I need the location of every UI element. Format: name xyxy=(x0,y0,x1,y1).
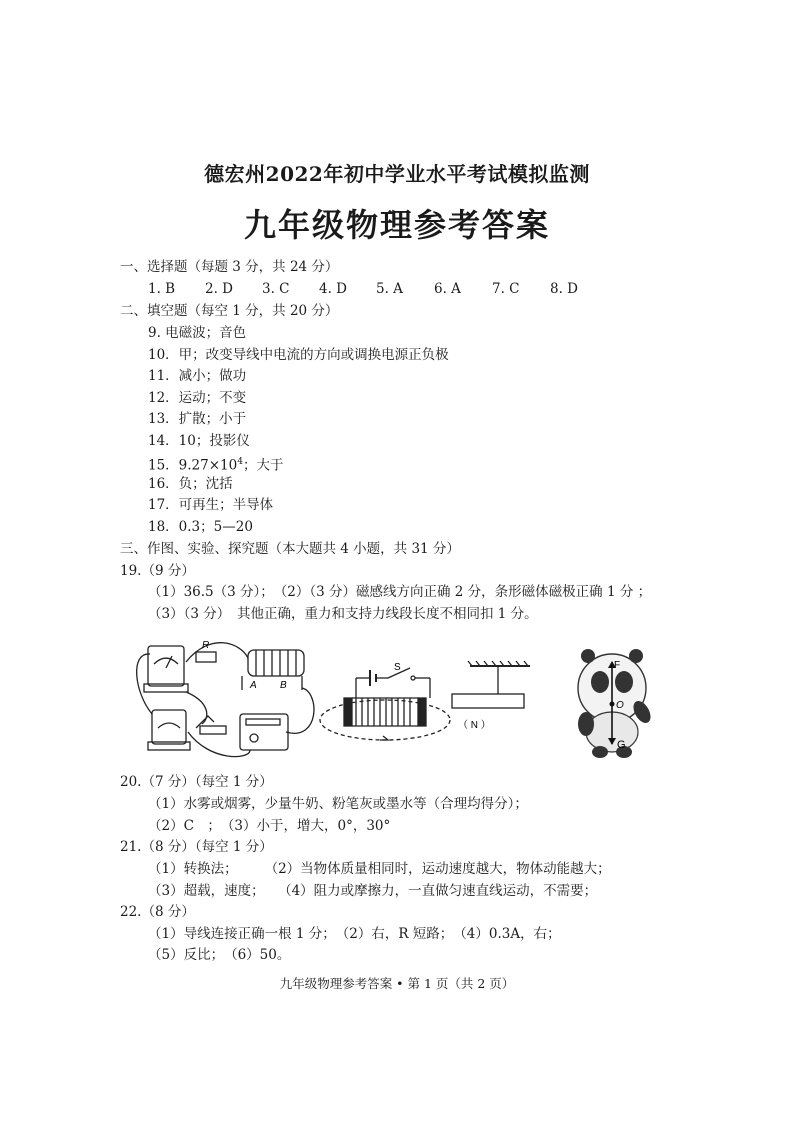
section-1-heading: 一、选择题（每题 3 分，共 24 分） xyxy=(120,259,339,275)
fill-answer-12: 12．运动；不变 xyxy=(148,390,247,406)
choice-answer: 4. D xyxy=(319,281,347,297)
rheostat xyxy=(196,652,216,662)
fill-answer-15-exponent: 4 xyxy=(237,457,243,467)
q19-line-2: （3）（3 分） 其他正确，重力和支持力线段长度不相同扣 1 分。 xyxy=(148,606,538,622)
fill-answer-15-suffix: ；大于 xyxy=(242,457,284,474)
label-o: O xyxy=(616,700,624,711)
exam-subtitle: 德宏州2022年初中学业水平考试模拟监测 xyxy=(204,162,590,186)
section-2-heading: 二、填空题（每空 1 分，共 20 分） xyxy=(120,303,339,319)
q20-line-2: （2）C ； （3）小于，增大，0°，30° xyxy=(148,818,391,834)
circuit-diagram xyxy=(137,643,314,757)
choice-answer: 8. D xyxy=(550,281,578,297)
choice-answer: 7. C xyxy=(492,281,520,297)
label-f: F xyxy=(614,660,621,671)
q22-line-1: （1）导线连接正确一根 1 分； （2）右，R 短路； （4）0.3A，右； xyxy=(148,926,561,942)
choice-answer: 2. D xyxy=(205,281,233,297)
fill-answer-16: 16．负；沈括 xyxy=(148,476,233,492)
fill-answer-14: 14．10；投影仪 xyxy=(148,433,250,449)
page-footer: 九年级物理参考答案 • 第 1 页（共 2 页） xyxy=(279,976,515,991)
choice-answers-row xyxy=(148,280,590,298)
q21-line-2: （3）超载，速度； （4）阻力或摩擦力，一直做匀速直线运动，不需要； xyxy=(148,883,598,899)
fill-answer-9: 9. 电磁波；音色 xyxy=(148,325,247,341)
bar-magnet-diagram xyxy=(452,661,530,708)
q21-heading: 21.（8 分）（每空 1 分） xyxy=(120,839,273,855)
page-title: 九年级物理参考答案 xyxy=(243,206,550,244)
q22-heading: 22.（8 分） xyxy=(120,904,195,920)
choice-answer: 3. C xyxy=(262,281,290,297)
label-g: G xyxy=(617,739,626,751)
fill-answer-13: 13．扩散；小于 xyxy=(148,411,247,427)
label-r: R xyxy=(202,640,210,651)
label-s: S xyxy=(394,662,401,673)
meter-1 xyxy=(148,646,184,686)
meter-2 xyxy=(152,710,186,744)
label-a: A xyxy=(250,680,257,691)
fill-answer-15 xyxy=(148,453,283,475)
q19-figures xyxy=(130,632,670,772)
label-n: （ N ） xyxy=(458,720,491,731)
q19-heading: 19.（9 分） xyxy=(120,563,195,579)
fill-answer-11: 11．减小；做功 xyxy=(148,368,247,384)
q22-line-2: （5）反比； （6）50。 xyxy=(148,947,291,963)
q21-line-1: （1）转换法； （2）当物体质量相同时，运动速度越大，物体动能越大； xyxy=(148,861,611,877)
q20-heading: 20.（7 分）（每空 1 分） xyxy=(120,774,273,790)
choice-answer: 5. A xyxy=(376,281,403,297)
label-b: B xyxy=(280,680,287,691)
choice-answer: 1. B xyxy=(148,281,176,297)
q19-line-1: （1）36.5（3 分）； （2）（3 分）磁感线方向正确 2 分，条形磁体磁极正确 1 分 ； xyxy=(148,584,652,600)
solenoid-diagram xyxy=(320,668,450,740)
fill-answer-18: 18．0.3；5—20 xyxy=(148,519,253,535)
q20-line-1: （1）水雾或烟雾，少量牛奶、粉笔灰或墨水等（合理均得分）； xyxy=(148,796,528,812)
fill-answer-15-prefix: 15．9.27×10 xyxy=(148,457,238,474)
fill-answer-10: 10．甲；改变导线中电流的方向或调换电源正负极 xyxy=(148,347,449,363)
fill-answer-17: 17．可再生；半导体 xyxy=(148,497,274,513)
section-3-heading: 三、作图、实验、探究题（本大题共 4 小题，共 31 分） xyxy=(120,541,460,557)
choice-answer: 6. A xyxy=(434,281,461,297)
